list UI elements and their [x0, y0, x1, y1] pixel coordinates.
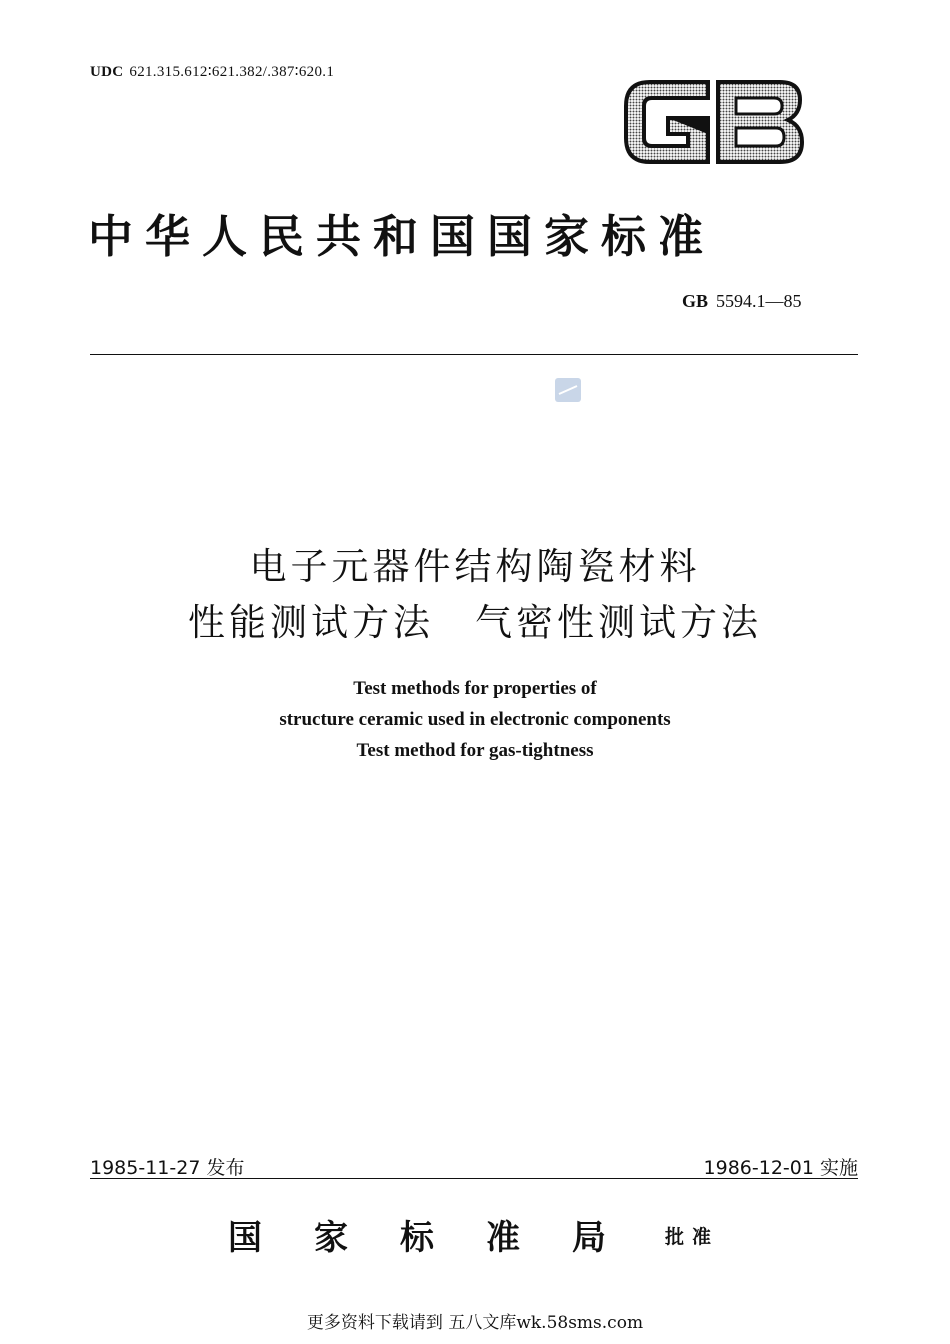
bottom-divider	[90, 1178, 858, 1179]
standard-code	[682, 291, 802, 312]
gb-logo-g	[626, 82, 708, 162]
title-en-line2: structure ceramic used in electronic components	[279, 709, 671, 730]
standard-prefix: GB	[682, 291, 709, 311]
standard-number: 5594.1—85	[716, 291, 802, 311]
title-en-line3: Test method for gas-tightness	[356, 740, 594, 761]
approving-authority: 国家标准局	[228, 1218, 658, 1258]
title-zh-line2: 性能测试方法 气密性测试方法	[188, 601, 762, 644]
top-divider	[90, 354, 858, 355]
effective-date: 1986-12-01 实施	[703, 1157, 858, 1179]
issue-date: 1985-11-27 发布	[90, 1157, 245, 1179]
gb-logo	[620, 74, 808, 170]
title-zh-line1: 电子元器件结构陶瓷材料	[249, 545, 701, 588]
footer-download-link[interactable]: 更多资料下载请到 五八文库wk.58sms.com	[306, 1313, 644, 1333]
udc-classification	[90, 62, 334, 81]
udc-label: UDC	[90, 64, 124, 80]
country-standard-heading: 中华人民共和国国家标准	[88, 210, 716, 263]
gb-logo-b	[718, 82, 802, 162]
approved-label: 批准	[665, 1226, 720, 1248]
udc-code: 621.315.612∶621.382/.387∶620.1	[129, 64, 335, 80]
title-en-line1: Test methods for properties of	[353, 678, 597, 699]
watermark-stamp-icon	[555, 378, 581, 402]
